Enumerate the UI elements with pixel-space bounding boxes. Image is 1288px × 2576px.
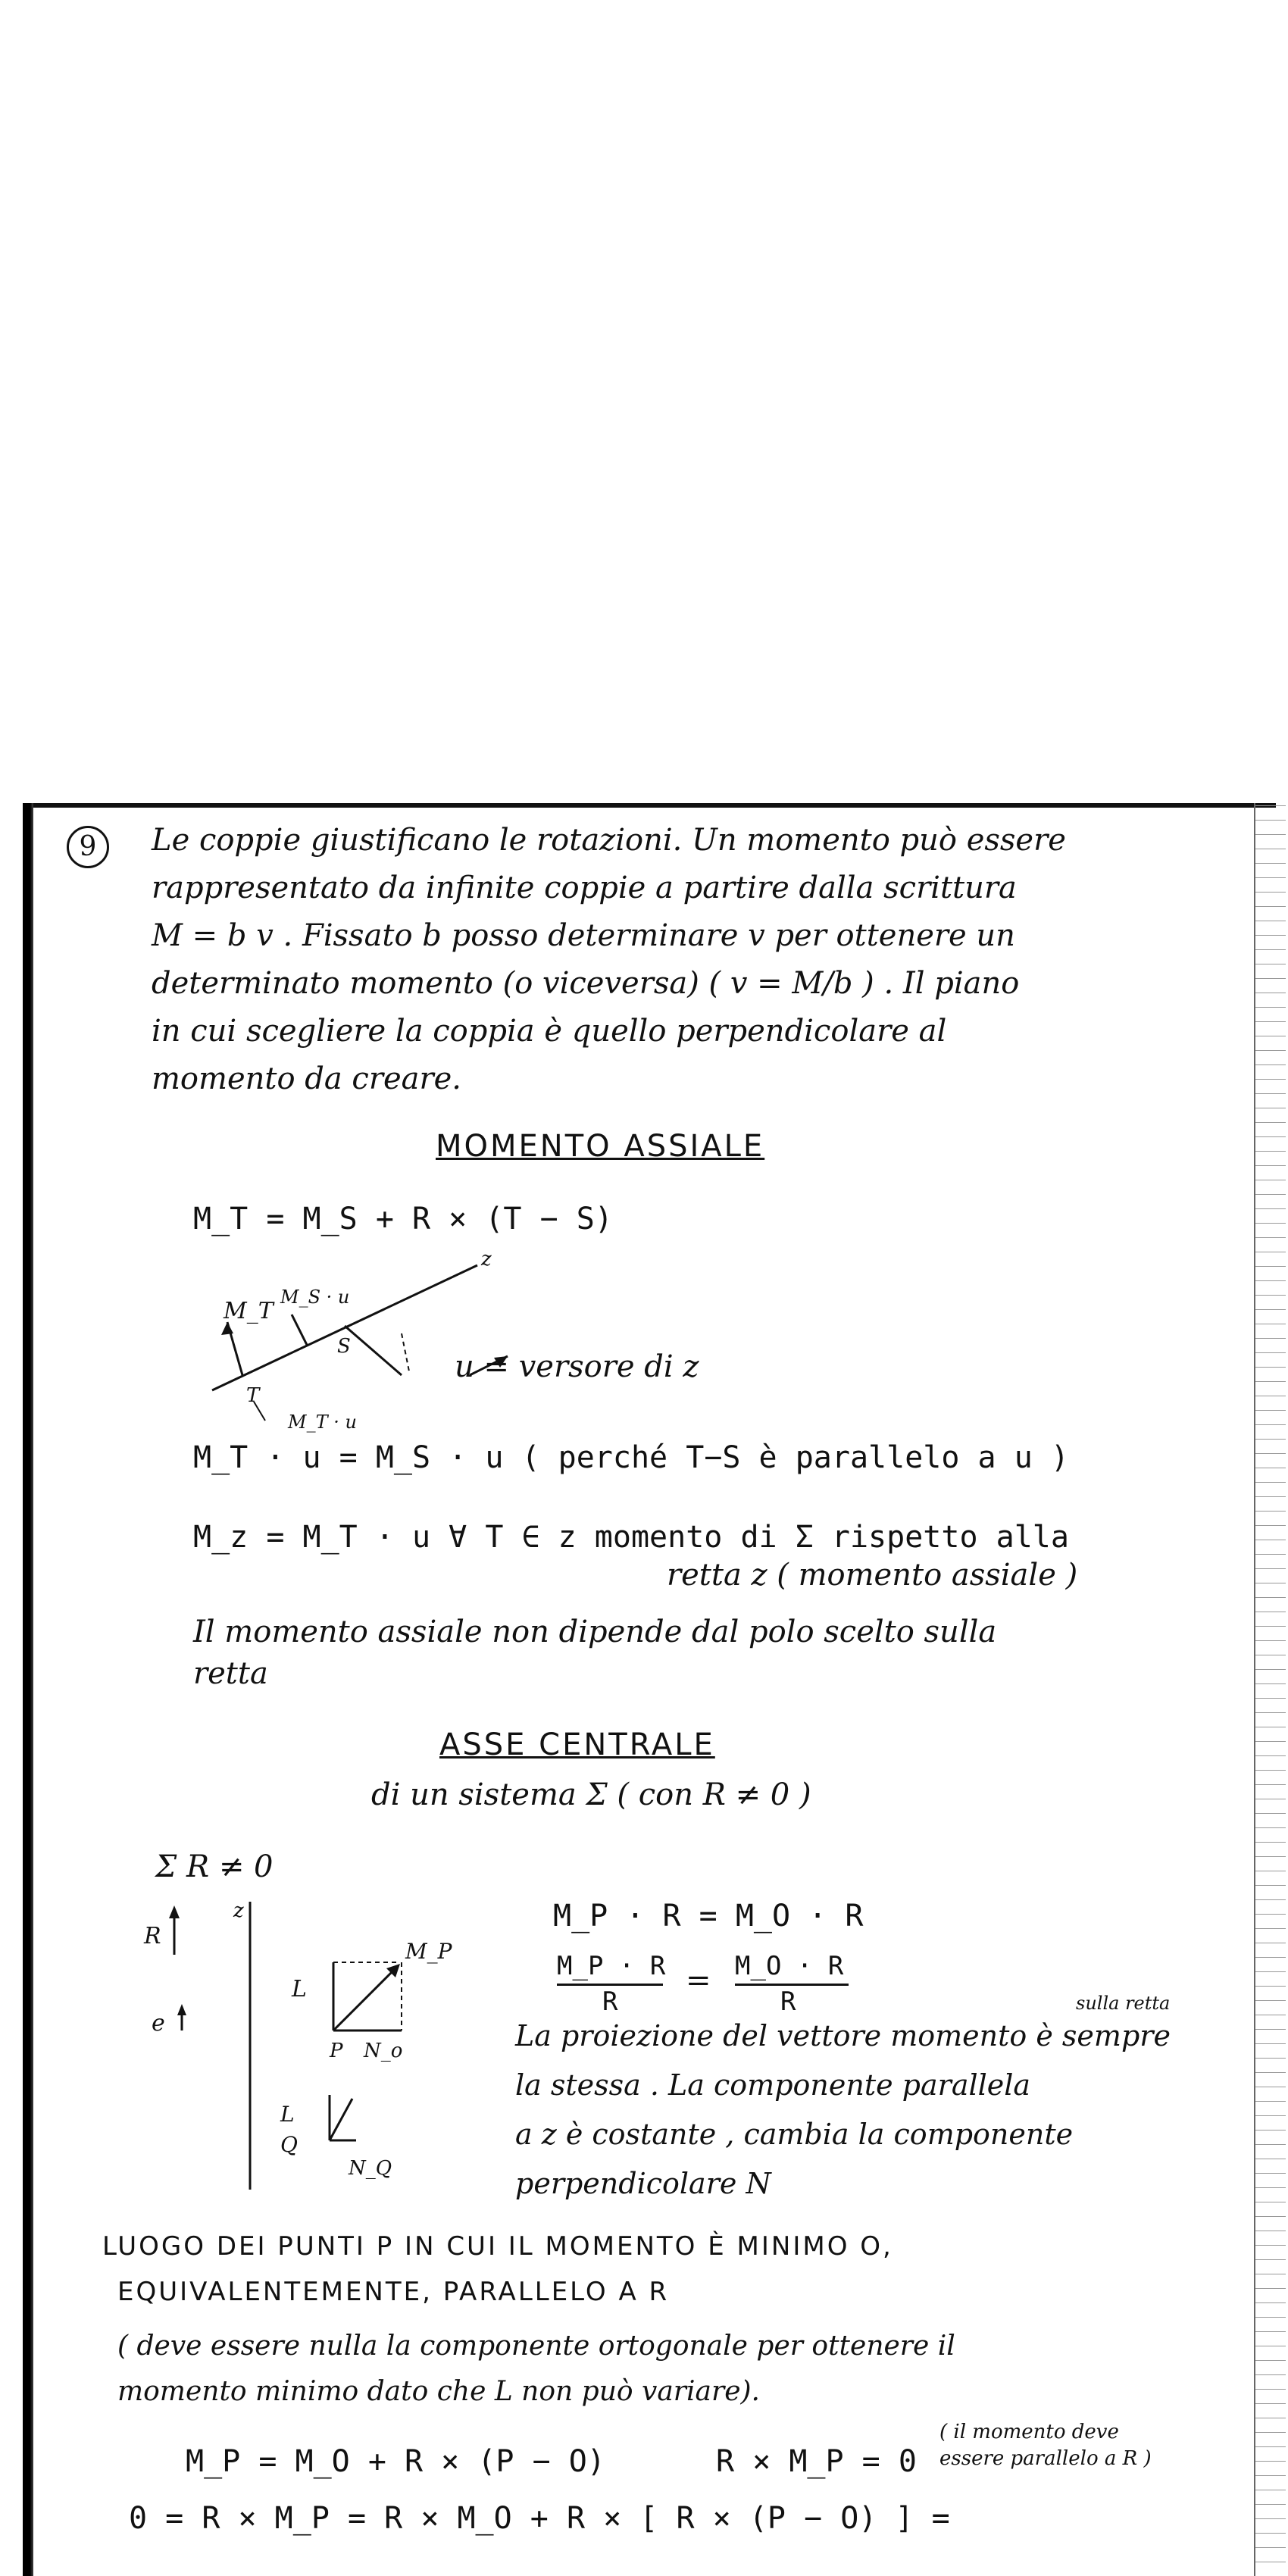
vector-rxts [345, 1326, 402, 1375]
grid-paper-margin [1254, 803, 1286, 2576]
equation-mp-mo: M_P = M_O + R × (P − O) [186, 2444, 605, 2479]
section-title-momento-assiale: MOMENTO ASSIALE [436, 1129, 765, 1164]
locus-line-1: LUOGO DEI PUNTI P IN CUI IL MOMENTO È MINIMO O, [102, 2231, 893, 2262]
intro-line-5: in cui scegliere la coppia è quello perpendicolare al [152, 1014, 947, 1049]
equation-mz-cont: retta z ( momento assiale ) [667, 1558, 1078, 1593]
vector-mq [330, 2099, 352, 2140]
section-title-asse-centrale: ASSE CENTRALE [439, 1727, 715, 1762]
page-binding-edge [23, 803, 33, 2576]
section-subtitle: di un sistema Σ ( con R ≠ 0 ) [371, 1777, 811, 1812]
fraction-den-1: R [602, 1987, 618, 2017]
fraction-num-2: M_O · R [735, 1951, 844, 1981]
label-l: L [292, 1976, 307, 2002]
label-nq: N_Q [349, 2157, 392, 2180]
intro-line-1: Le coppie giustificano le rotazioni. Un momento può essere [152, 823, 1066, 858]
axis-z-line [212, 1265, 477, 1390]
axial-moment-diagram [205, 1250, 523, 1432]
intro-line-3: M = b v . Fissato b posso determinare v per ottenere un [152, 918, 1015, 953]
arrow-r [169, 1905, 180, 1918]
projection-dashed [402, 1333, 409, 1371]
equation-zero: 0 = R × M_P = R × M_O + R × [ R × (P − O) ] = [129, 2501, 950, 2536]
equals-sign: = [686, 1963, 711, 1998]
label-r: R [144, 1923, 161, 1949]
projection-line-3: a z è costante , cambia la componente [515, 2118, 1074, 2151]
fraction-bar-2 [735, 1984, 849, 1986]
label-s: S [337, 1335, 351, 1358]
equation-rxmp: R × M_P = 0 [716, 2444, 917, 2479]
projection-line-4: perpendicolare N [515, 2167, 771, 2200]
central-axis-diagram [136, 1894, 455, 2197]
label-e: e [152, 2010, 165, 2037]
locus-line-2: EQUIVALENTEMENTE, PARALLELO A R [117, 2277, 670, 2307]
equation-mz: M_z = M_T · u ∀ T ∈ z momento di Σ rispetto alla [193, 1520, 1069, 1555]
condition-r-nonzero: Σ R ≠ 0 [155, 1849, 274, 1884]
locus-line-3: ( deve essere nulla la componente ortogonale per ottenere il [117, 2331, 955, 2362]
page-number: 9 [67, 826, 109, 868]
label-no: N_o [364, 2040, 403, 2062]
parallel-note-2: essere parallelo a R ) [939, 2447, 1152, 2470]
parallel-note-1: ( il momento deve [939, 2421, 1119, 2443]
page-top-edge [33, 803, 1276, 808]
intro-line-2: rappresentato da infinite coppie a partire dalla scrittura [152, 871, 1017, 905]
label-mtu: M_T · u [288, 1411, 357, 1433]
label-mp: M_P [405, 1939, 452, 1964]
label-lq: L [280, 2102, 295, 2127]
arrow-e [177, 2004, 186, 2015]
fraction-num-1: M_P · R [557, 1951, 666, 1981]
projection-superscript: sulla retta [1076, 1993, 1171, 2014]
label-z-axis: z [233, 1899, 244, 1922]
versor-note: u = versore di z [455, 1349, 699, 1384]
axial-note-line-2: retta [193, 1656, 268, 1691]
label-mt: M_T [224, 1298, 274, 1324]
fraction-den-2: R [780, 1987, 796, 2017]
projection-line-1: La proiezione del vettore momento è sempre [515, 2019, 1171, 2052]
projection-line-2: la stessa . La componente parallela [515, 2068, 1031, 2102]
vector-mp [333, 1966, 398, 2030]
equation-mp-r: M_P · R = M_O · R [553, 1899, 864, 1934]
locus-line-4: momento minimo dato che L non può variare). [117, 2376, 760, 2407]
label-p: P [330, 2040, 343, 2062]
label-t: T [246, 1384, 260, 1407]
intro-line-6: momento da creare. [152, 1061, 461, 1096]
equation-mt: M_T = M_S + R × (T − S) [193, 1202, 613, 1236]
label-z: z [481, 1248, 492, 1271]
intro-line-4: determinato momento (o viceversa) ( v = M/b ) . Il piano [152, 966, 1020, 1001]
label-msu: M_S · u [280, 1286, 350, 1308]
vector-ms [292, 1315, 307, 1345]
label-q: Q [280, 2132, 298, 2157]
fraction-bar-1 [557, 1984, 663, 1986]
axial-note-line-1: Il momento assiale non dipende dal polo scelto sulla [193, 1615, 997, 1649]
equation-projection: M_T · u = M_S · u ( perché T−S è parallelo a u ) [193, 1440, 1069, 1475]
